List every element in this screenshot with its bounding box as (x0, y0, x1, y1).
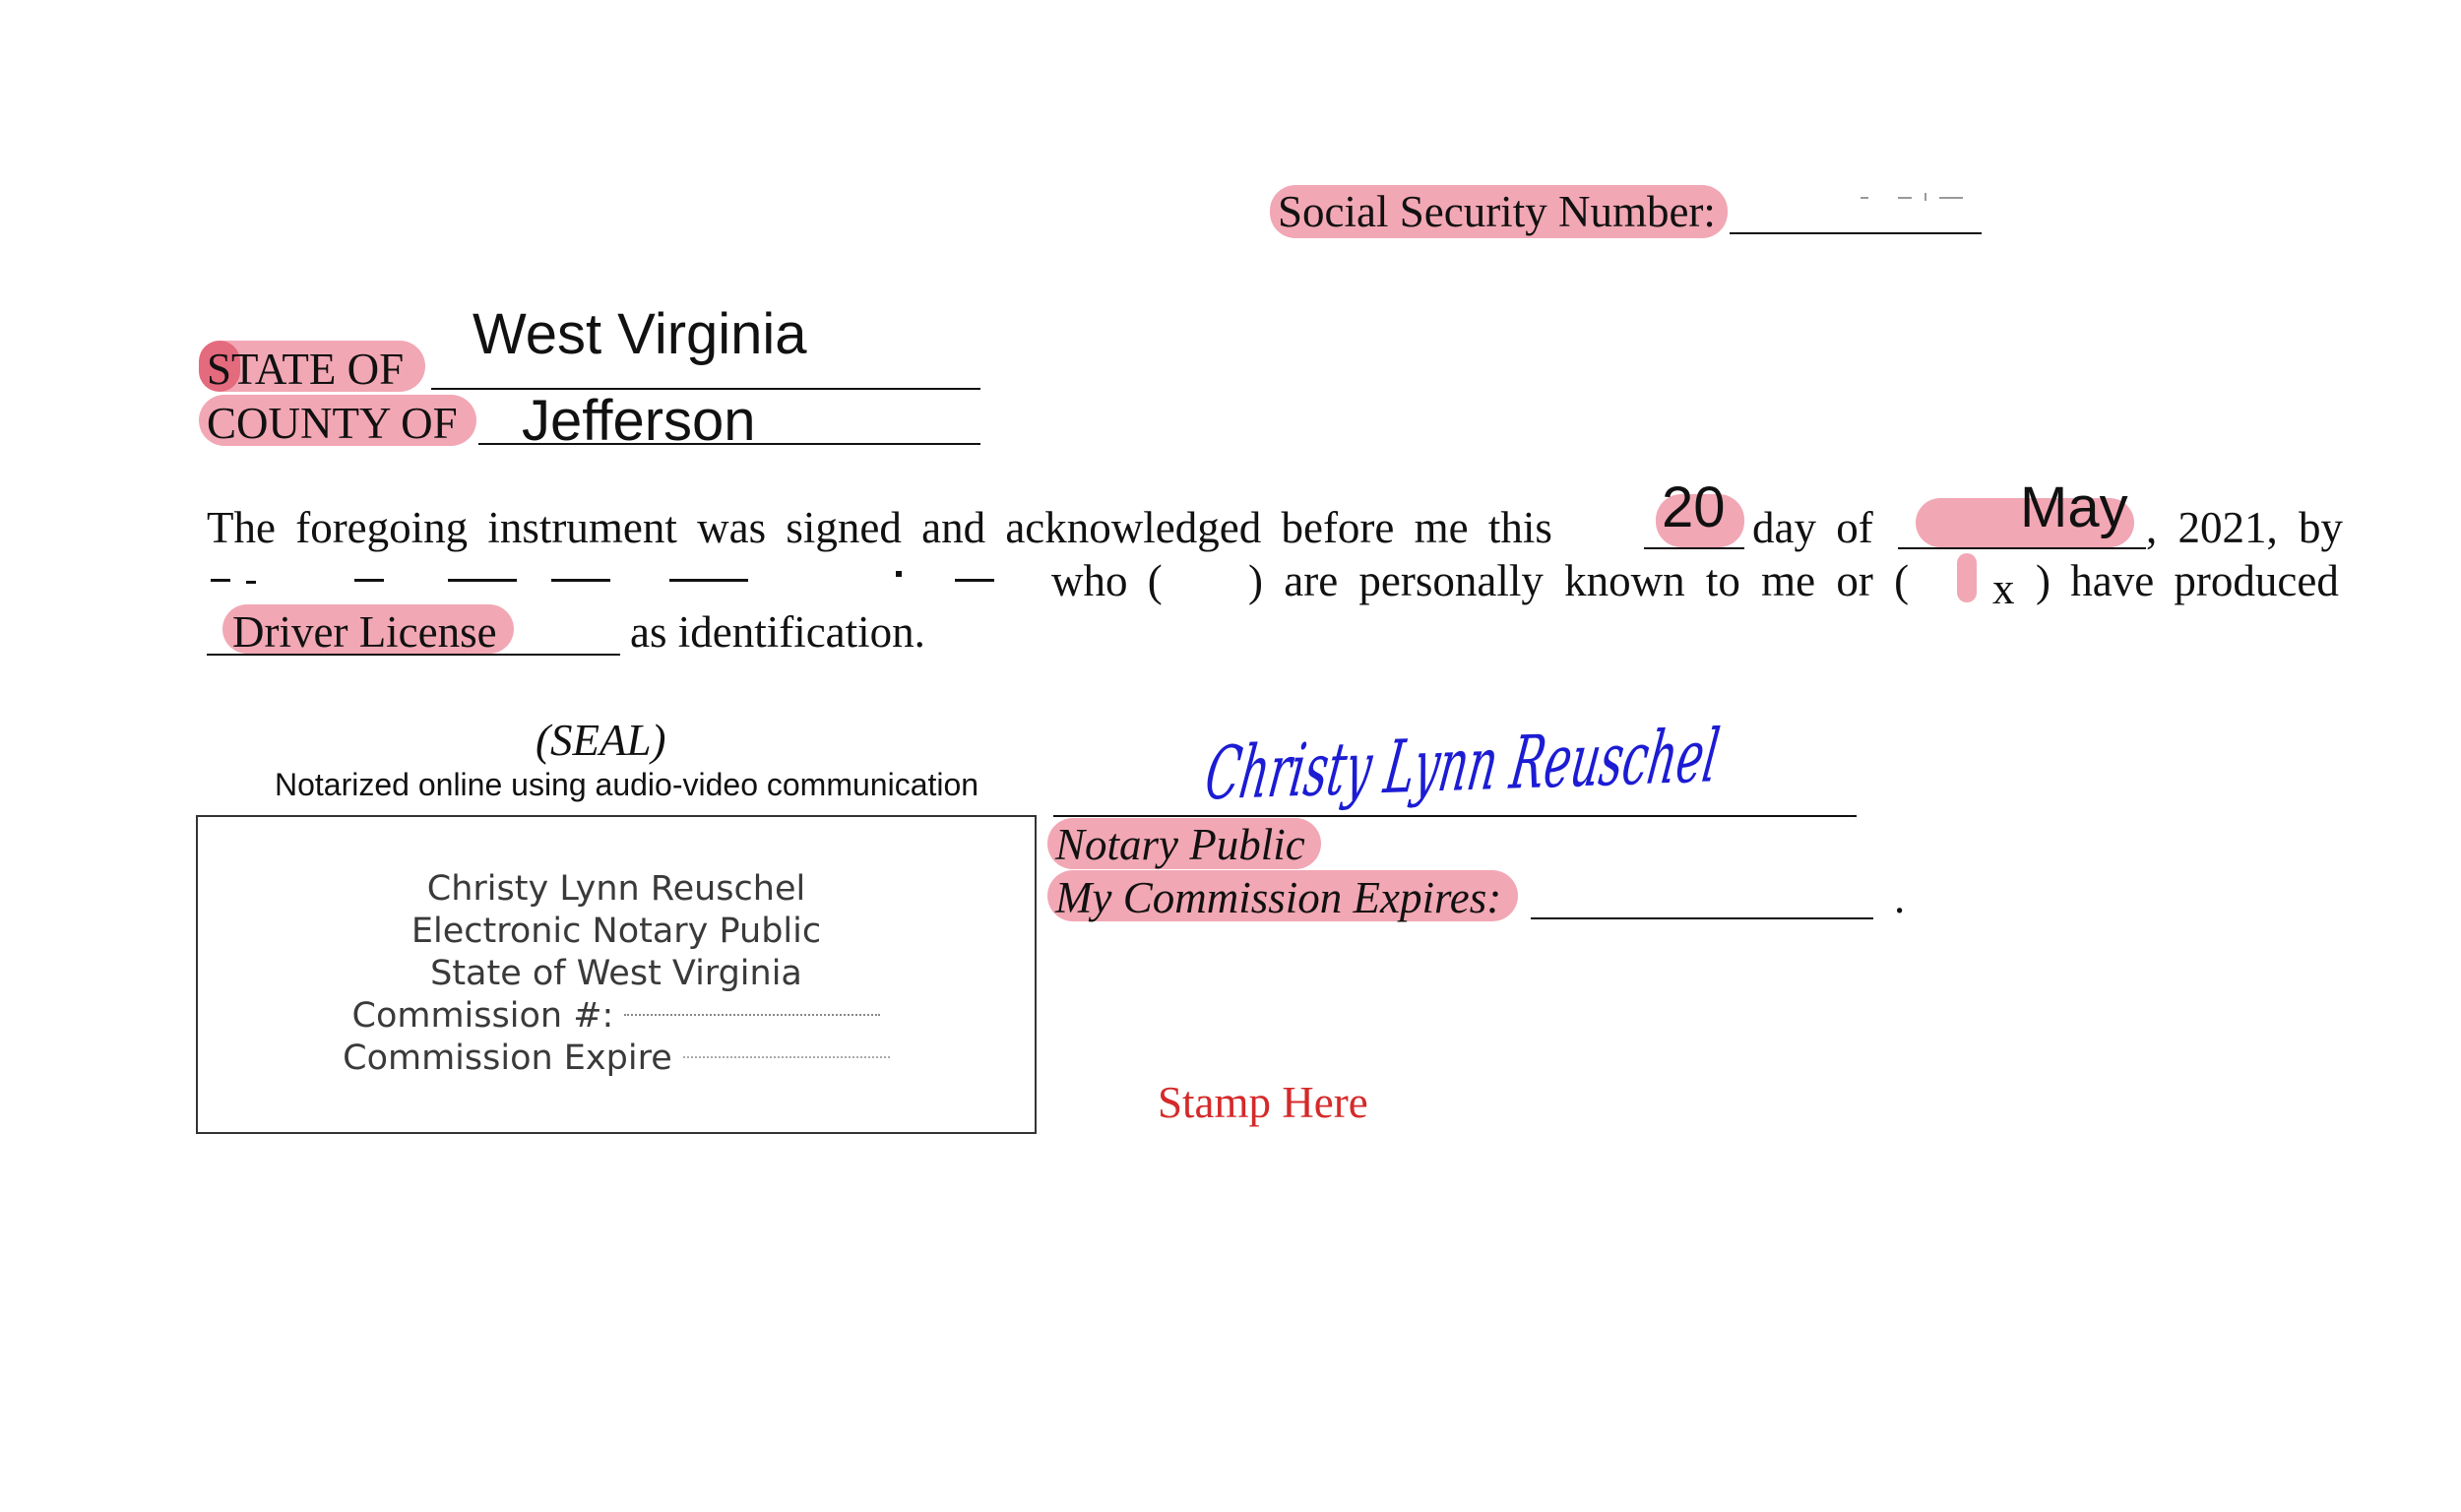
seal-line: Commission Expire (343, 1039, 672, 1078)
paragraph-text-4: who ( (1051, 556, 1163, 605)
seal-commission-number (198, 995, 1035, 1038)
day-underline (1644, 547, 1744, 549)
stamp-here-label: Stamp Here (1158, 1078, 1368, 1127)
seal-line: Commission #: (351, 996, 614, 1036)
seal-heading: (SEAL) (536, 716, 666, 765)
notary-signature (1200, 689, 2046, 837)
paragraph-text-1: The foregoing instrument was signed and acknowledged before me this (207, 503, 1552, 552)
notary-seal-box (196, 815, 1037, 1134)
seal-note: Notarized online using audio-video communication (275, 767, 979, 802)
month-underline (1898, 547, 2146, 549)
seal-line: State of West Virginia (430, 954, 802, 993)
county-value: Jefferson (522, 389, 756, 453)
commission-number-redacted (624, 1014, 880, 1020)
paragraph-text-7: as identification. (630, 607, 925, 657)
paragraph-text-6: ) have produced (2036, 556, 2339, 605)
commission-expiry-underline (1531, 917, 1873, 919)
paragraph-text-5: ) are personally known to me or ( (1248, 556, 1910, 605)
seal-line: Christy Lynn Reuschel (426, 869, 806, 909)
x-mark: x (1992, 564, 2015, 613)
state-label: STATE OF (207, 345, 405, 394)
notary-signature-text: Christy Lynn Reuschel (1200, 702, 2046, 817)
day-value: 20 (1662, 475, 1726, 539)
county-label: COUNTY OF (207, 399, 458, 448)
month-value: May (2020, 475, 2128, 539)
paragraph-text-2: day of (1752, 503, 1873, 552)
commission-period: . (1894, 873, 1906, 922)
signer-names-redacted (207, 557, 1036, 602)
state-value: West Virginia (473, 302, 807, 366)
seal-commission-expires (198, 1038, 1035, 1080)
commission-label: My Commission Expires: (1055, 873, 1502, 922)
seal-line: Electronic Notary Public (410, 912, 822, 951)
commission-expiry-redacted (683, 1056, 890, 1062)
notary-title: Notary Public (1055, 820, 1305, 869)
ssn-underline (1730, 232, 1982, 234)
ssn-value-redacted (1851, 197, 1979, 207)
paragraph-text-3: , 2021, by (2146, 503, 2343, 552)
ssn-label: Social Security Number: (1278, 187, 1716, 236)
x-mark-highlight (1957, 553, 1977, 602)
id-type-value: Driver License (232, 607, 497, 657)
